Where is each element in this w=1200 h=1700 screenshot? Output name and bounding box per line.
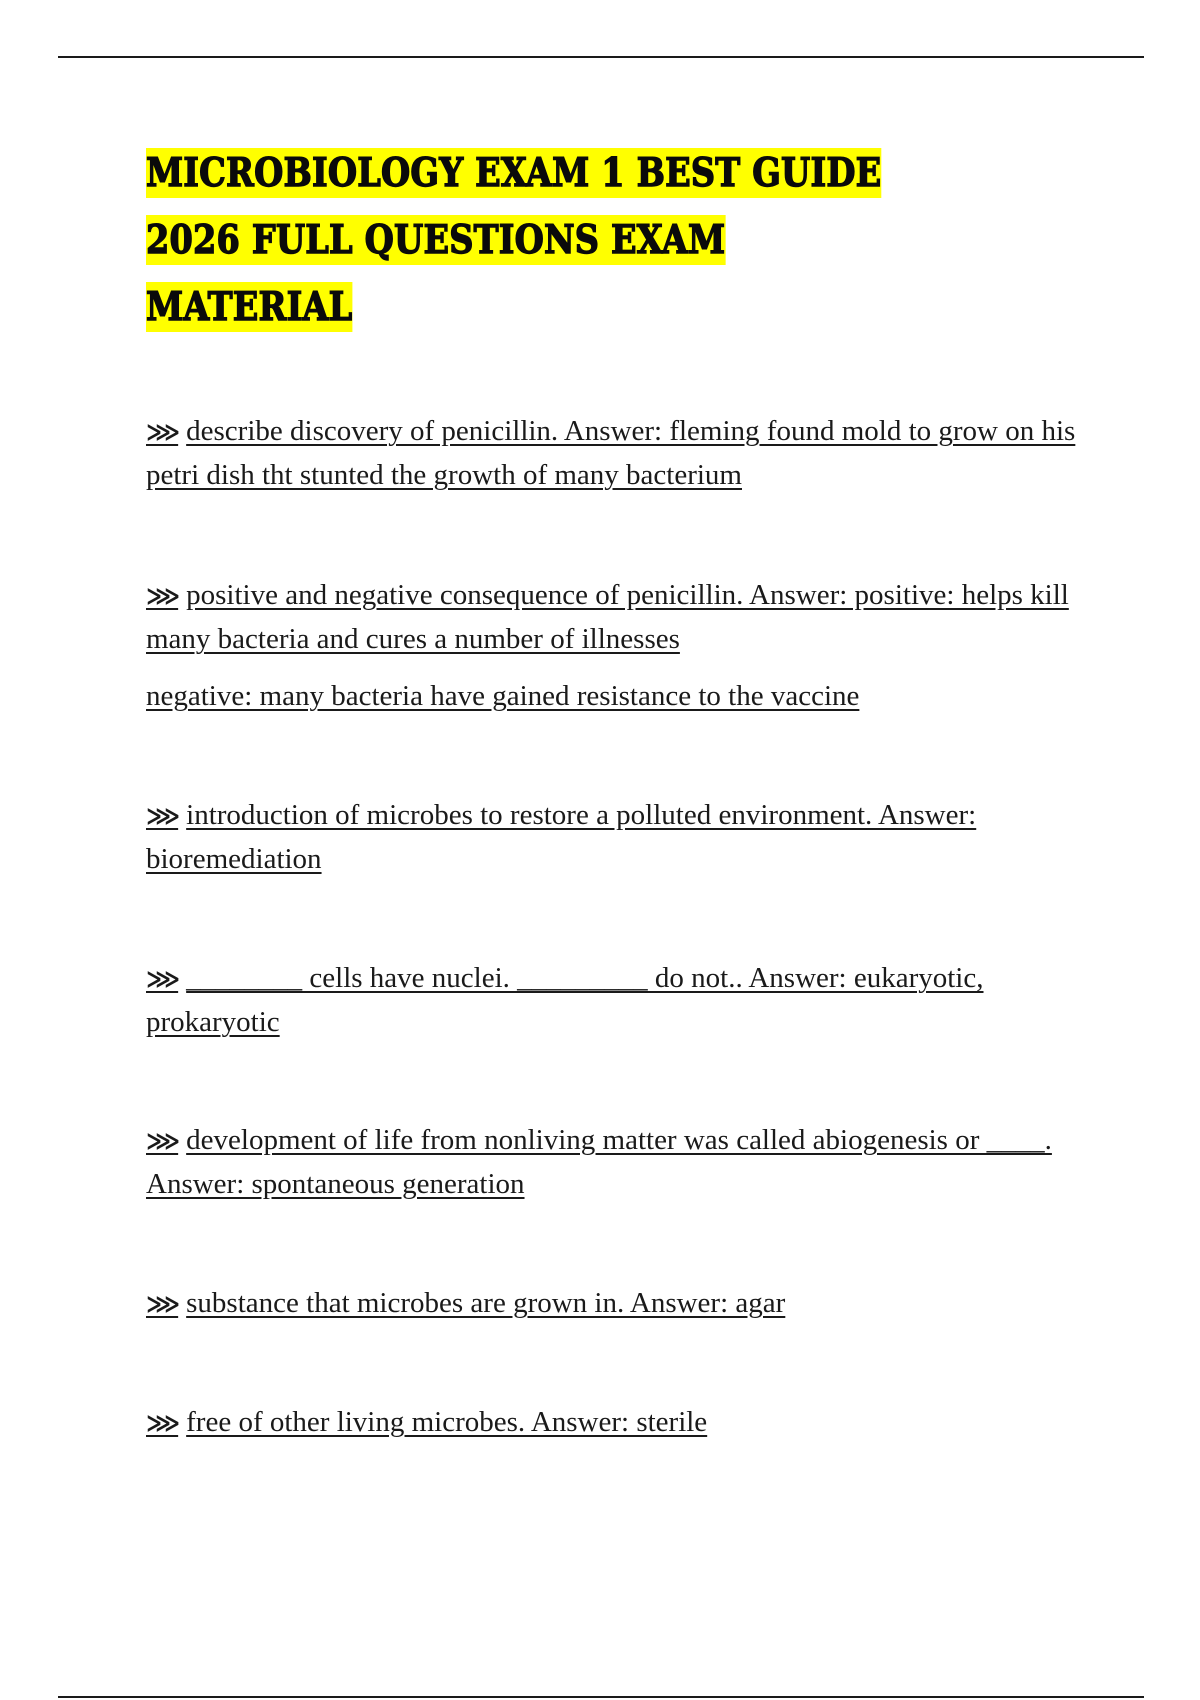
qa-text-continued: negative: many bacteria have gained resistance to the vaccine xyxy=(146,680,860,712)
document-title xyxy=(146,140,920,341)
qa-text: ________ cells have nuclei. _________ do not.. Answer: eukaryotic, prokaryotic xyxy=(146,962,984,1038)
qa-text: positive and negative consequence of penicillin. Answer: positive: helps kill many bacteria and cures a number of illnesses xyxy=(146,579,1069,655)
bullet-arrow-icon: ⋙ xyxy=(146,1127,179,1155)
qa-text: free of other living microbes. Answer: sterile xyxy=(186,1406,708,1438)
qa-item xyxy=(146,1401,1076,1445)
bullet-arrow-icon: ⋙ xyxy=(146,802,179,830)
title-highlight: MICROBIOLOGY EXAM 1 BEST GUIDE 2026 FULL QUESTIONS EXAM MATERIAL xyxy=(146,150,882,330)
bullet-arrow-icon: ⋙ xyxy=(146,965,179,993)
bullet-arrow-icon: ⋙ xyxy=(146,582,179,610)
bullet-arrow-icon: ⋙ xyxy=(146,418,179,446)
header-rule xyxy=(58,56,1144,58)
qa-item xyxy=(146,794,1076,881)
bullet-arrow-icon: ⋙ xyxy=(146,1290,179,1318)
qa-text: introduction of microbes to restore a polluted environment. Answer: bioremediation xyxy=(146,799,977,875)
bullet-arrow-icon: ⋙ xyxy=(146,1409,179,1437)
qa-item xyxy=(146,574,1076,718)
qa-text: describe discovery of penicillin. Answer: fleming found mold to grow on his petri dish tht stunted the growth of many bacterium xyxy=(146,415,1076,491)
footer-rule xyxy=(58,1696,1144,1698)
qa-item xyxy=(146,1282,1076,1326)
qa-text: development of life from nonliving matter was called abiogenesis or ____. Answer: spontaneous generation xyxy=(146,1124,1052,1200)
qa-item xyxy=(146,410,1076,497)
qa-item xyxy=(146,1119,1076,1206)
qa-item xyxy=(146,957,1076,1044)
qa-text: substance that microbes are grown in. Answer: agar xyxy=(186,1287,786,1319)
